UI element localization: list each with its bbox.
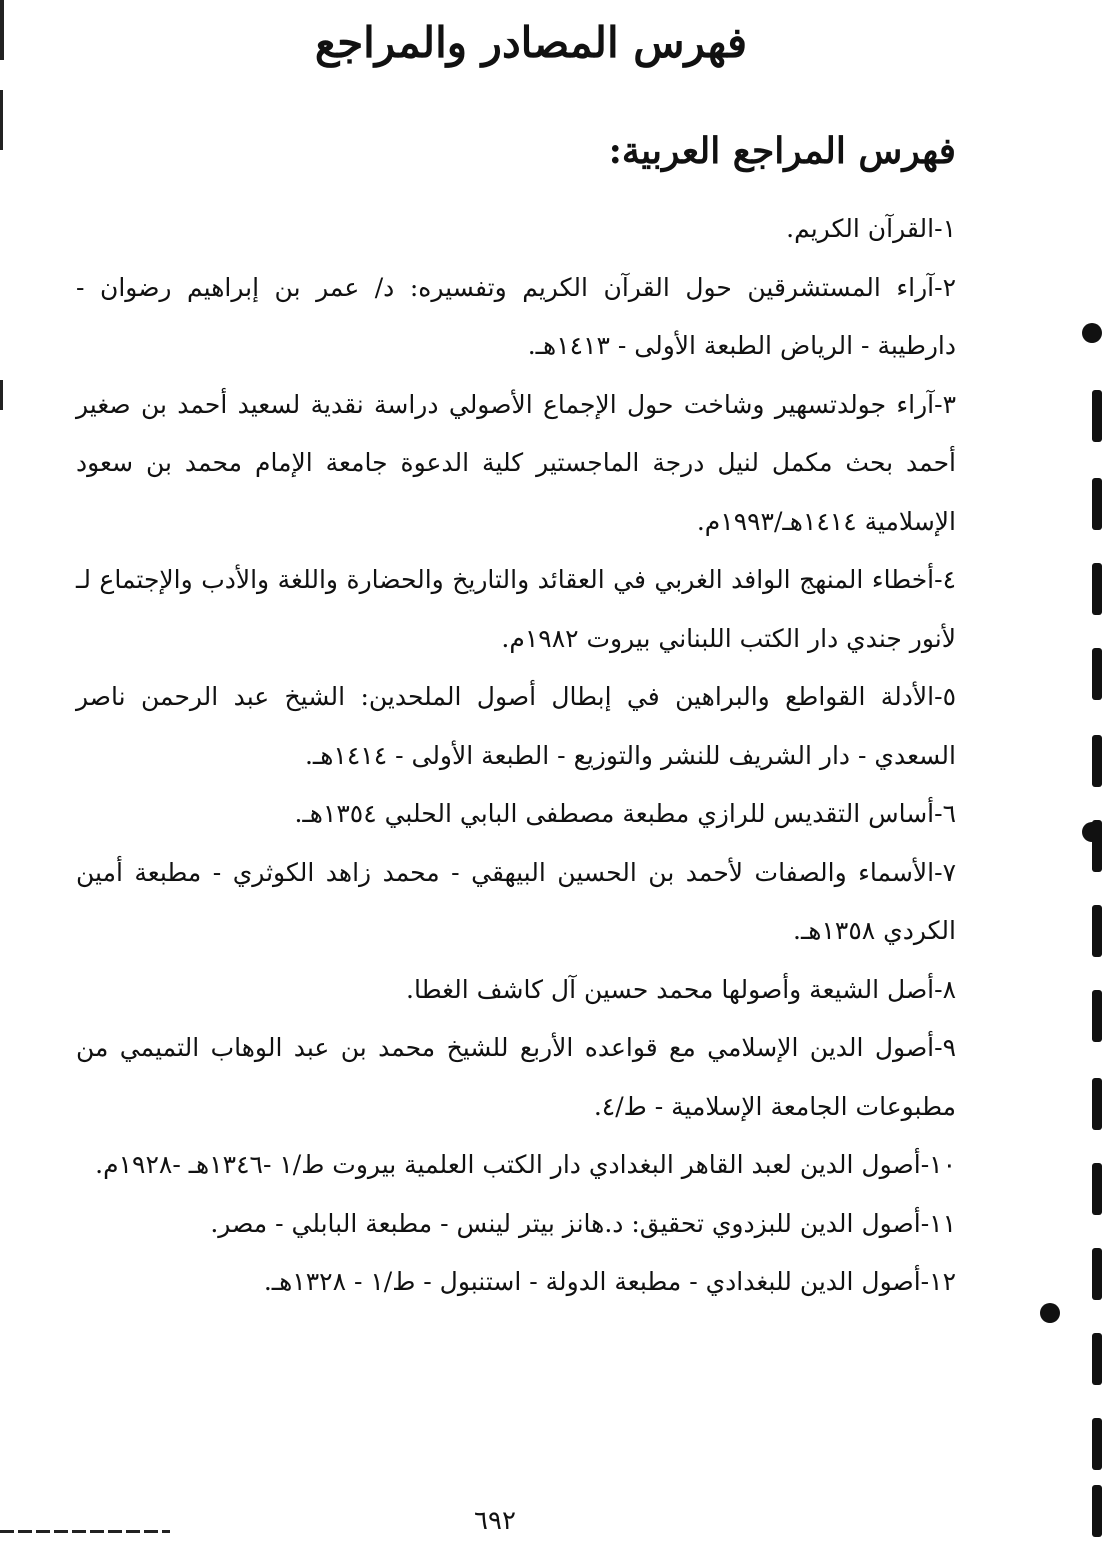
- reference-entry: ١-القرآن الكريم.: [786, 214, 956, 243]
- page-number: ٦٩٢: [474, 1506, 516, 1536]
- page-title: فهرس المصادر والمراجع: [314, 18, 748, 67]
- binding-edge-mark: [1092, 1163, 1102, 1215]
- binding-edge-mark: [1092, 820, 1102, 872]
- binding-edge-mark: [1092, 735, 1102, 787]
- reference-entry: ٩-أصول الدين الإسلامي مع قواعده الأربع للشيخ محمد بن عبد الوهاب التميمي من مطبوعات الجامعة الإسلامية - ط/٤.: [76, 1033, 956, 1121]
- scan-edge-shadow: [0, 380, 3, 410]
- reference-entry: ٦-أساس التقديس للرازي مطبعة مصطفى البابي الحلبي ١٣٥٤هـ.: [294, 799, 956, 828]
- scan-edge-shadow: [0, 90, 3, 150]
- reference-list: [76, 200, 956, 1312]
- reference-entry: ٨-أصل الشيعة وأصولها محمد حسين آل كاشف الغطا.: [406, 974, 956, 1004]
- binding-edge-mark: [1092, 478, 1102, 530]
- reference-entry: ٧-الأسماء والصفات لأحمد بن الحسين البيهقي - محمد زاهد الكوثري - مطبعة أمين الكردي ١٣٥٨هـ.: [76, 857, 956, 945]
- binding-edge-mark: [1092, 390, 1102, 442]
- binding-edge-mark: [1092, 1248, 1102, 1300]
- binding-edge-mark: [1092, 1485, 1102, 1537]
- binding-edge-mark: [1092, 648, 1102, 700]
- scan-edge-shadow: [0, 0, 4, 60]
- reference-entry: ٢-آراء المستشرقين حول القرآن الكريم وتفسيره: د/ عمر بن إبراهيم رضوان - دارطيبة - الرياض الطبعة الأولى - ١٤١٣هـ.: [76, 272, 956, 360]
- binding-edge-mark: [1092, 1078, 1102, 1130]
- reference-entry: ١٠-أصول الدين لعبد القاهر البغدادي دار الكتب العلمية بيروت ط/١ -١٣٤٦هـ -١٩٢٨م.: [95, 1150, 956, 1179]
- binding-edge-mark: [1092, 905, 1102, 957]
- reference-entry: ٣-آراء جولدتسهير وشاخت حول الإجماع الأصولي دراسة نقدية لسعيد أحمد بن صغير أحمد بحث مكمل لنيل درجة الماجستير كلية الدعوة جامعة الإمام محمد بن سعود الإسلامية ١٤١٤هـ/١٩٩٣م.: [76, 389, 956, 536]
- scan-bottom-artifact: [0, 1530, 170, 1533]
- punch-hole-mark: [1082, 323, 1102, 343]
- reference-entry: ١١-أصول الدين للبزدوي تحقيق: د.هانز بيتر لينس - مطبعة البابلي - مصر.: [210, 1208, 956, 1238]
- punch-hole-mark: [1040, 1303, 1060, 1323]
- binding-edge-mark: [1092, 990, 1102, 1042]
- binding-edge-mark: [1092, 1418, 1102, 1470]
- reference-entry: ١٢-أصول الدين للبغدادي - مطبعة الدولة - استنبول - ط/١ - ١٣٢٨هـ.: [263, 1267, 956, 1296]
- binding-edge-mark: [1092, 1333, 1102, 1385]
- reference-entry: ٤-أخطاء المنهج الوافد الغربي في العقائد والتاريخ والحضارة واللغة والأدب والإجتماع لـ لأنور جندي دار الكتب اللبناني بيروت ١٩٨٢م.: [76, 565, 956, 653]
- binding-edge-mark: [1092, 563, 1102, 615]
- section-heading: فهرس المراجع العربية:: [608, 130, 956, 172]
- reference-entry: ٥-الأدلة القواطع والبراهين في إبطال أصول الملحدين: الشيخ عبد الرحمن ناصر السعدي - دار الشريف للنشر والتوزيع - الطبعة الأولى - ١٤١٤هـ.: [76, 682, 956, 770]
